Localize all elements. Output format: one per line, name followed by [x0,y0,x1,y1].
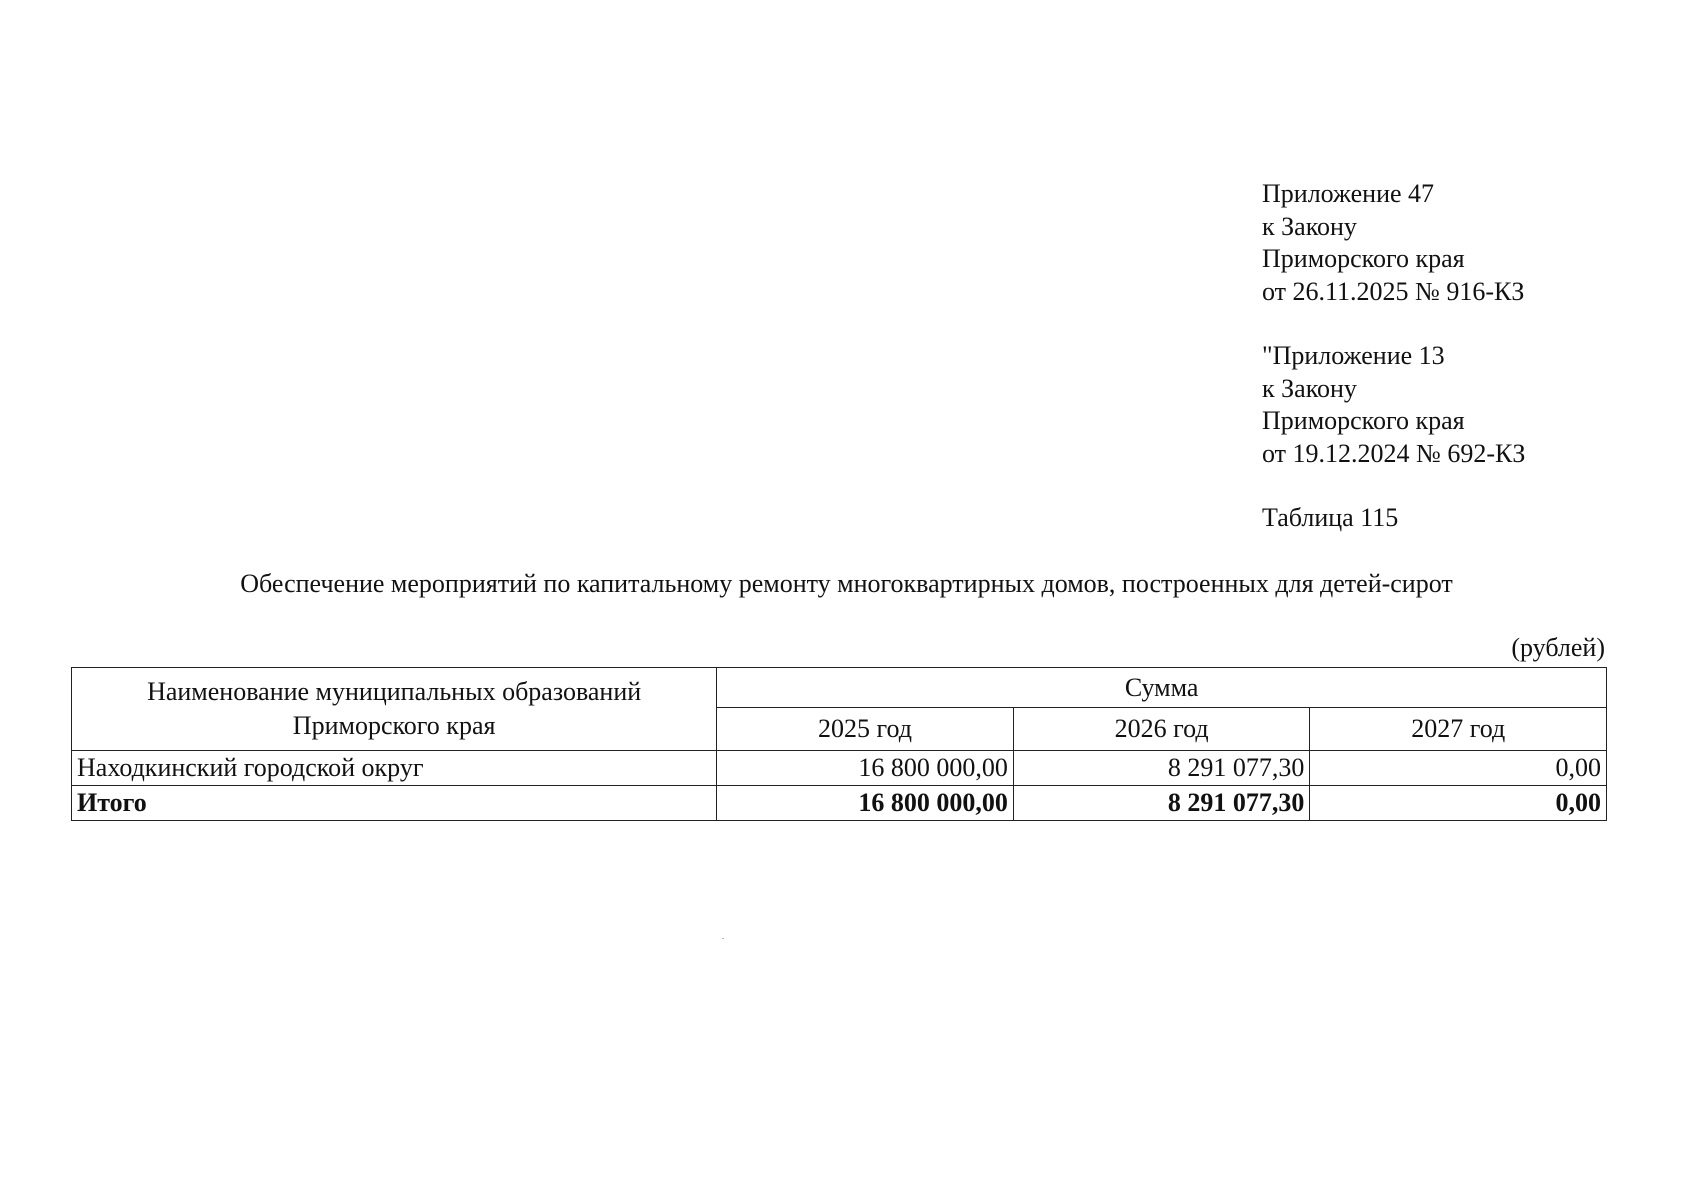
scan-artifact [722,938,724,939]
annex-line: "Приложение 13 [1262,341,1445,370]
unit-label: (рублей) [1511,633,1605,662]
annex-line: к Закону [1262,373,1357,403]
year-2025-header: 2025 год [717,708,1014,751]
header-line: Наименование муниципальных образований [147,677,642,706]
budget-table [71,667,1607,821]
total-label-cell: Итого [72,786,717,821]
total-row [72,786,1607,821]
amount-2027-cell: 0,00 [1310,751,1607,786]
table-number: Таблица 115 [1262,503,1399,532]
annex-reference-secondary [1262,340,1525,470]
municipality-column-header [72,668,717,751]
annex-line: Приморского края [1262,244,1465,273]
amount-2026-cell: 8 291 077,30 [1013,751,1310,786]
sum-column-header: Сумма [717,668,1607,708]
total-2025-cell: 16 800 000,00 [717,786,1014,821]
document-title: Обеспечение мероприятий по капитальному ремонту многоквартирных домов, построенных для детей-сирот [240,569,1453,598]
annex-line: от 19.12.2024 № 692-КЗ [1262,438,1526,468]
annex-reference-primary [1262,178,1524,308]
year-2027-header: 2027 год [1310,708,1607,751]
total-2027-cell: 0,00 [1310,786,1607,821]
header-line: Приморского края [292,711,496,740]
annex-line: Приложение 47 [1262,179,1435,208]
annex-line: Приморского края [1262,406,1465,435]
annex-line: от 26.11.2025 № 916-КЗ [1262,276,1525,306]
table-header-row [72,668,1607,708]
table-row [72,751,1607,786]
amount-2025-cell: 16 800 000,00 [717,751,1014,786]
municipality-name-cell: Находкинский городской округ [72,751,717,786]
year-2026-header: 2026 год [1013,708,1310,751]
total-2026-cell: 8 291 077,30 [1013,786,1310,821]
annex-line: к Закону [1262,211,1357,241]
